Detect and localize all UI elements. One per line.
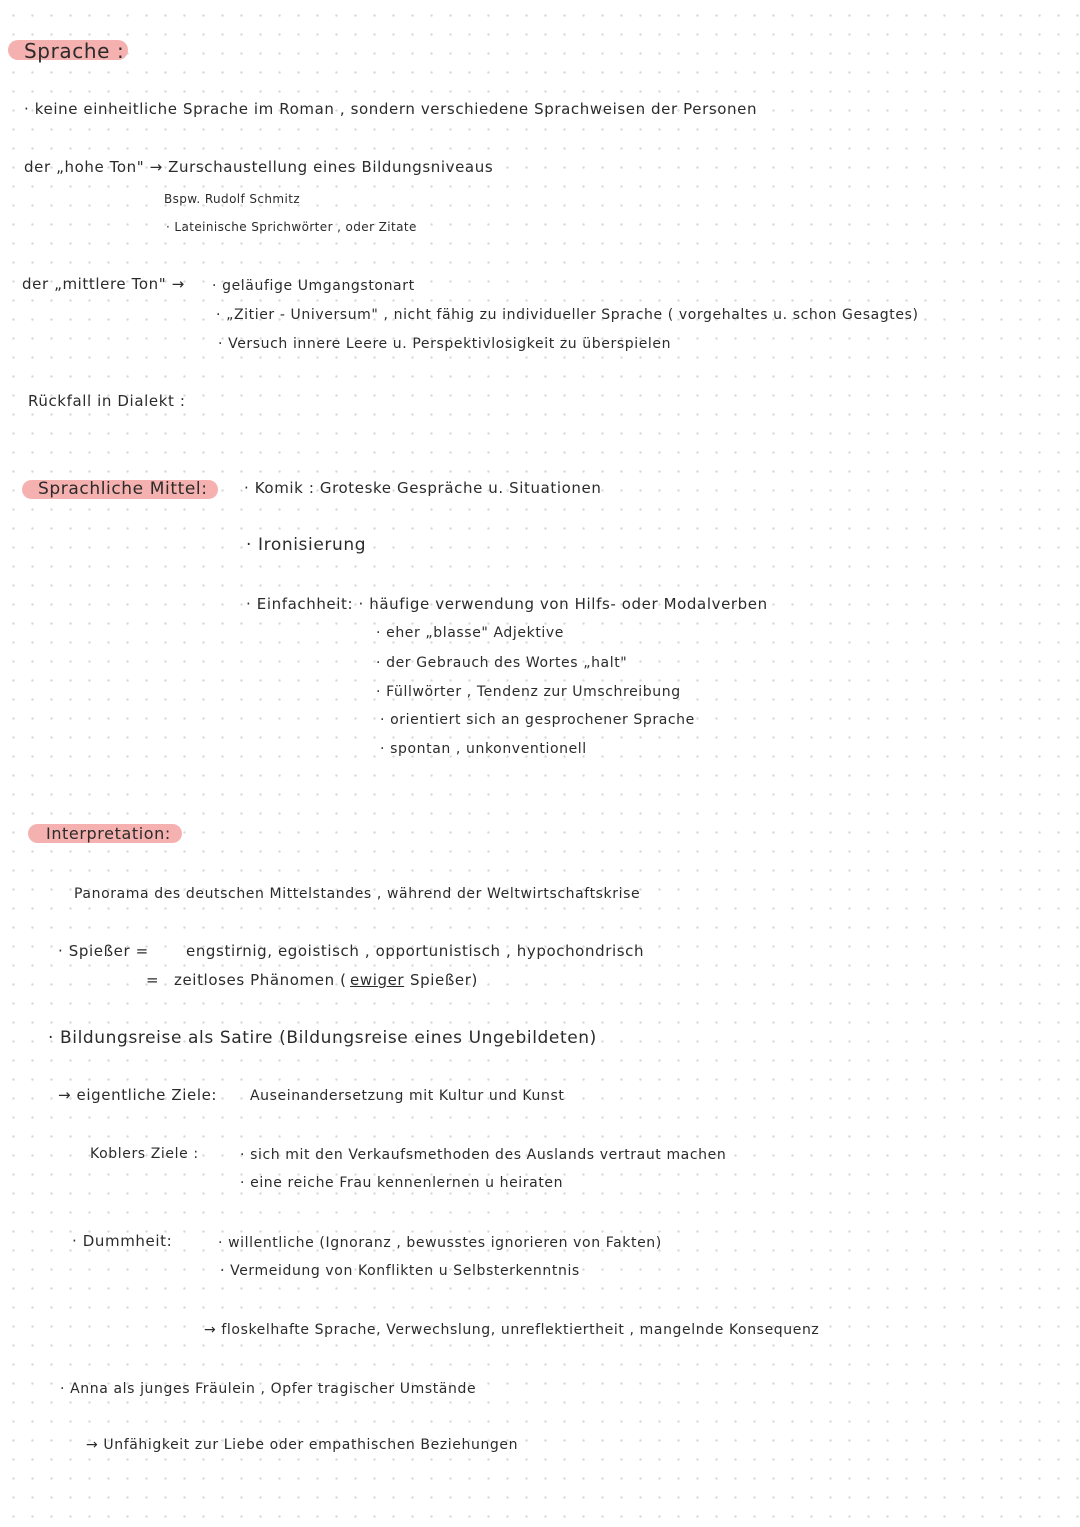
heading-sprachliche-mittel: Sprachliche Mittel: (38, 479, 208, 499)
note-line: · Anna als junges Fräulein , Opfer tragischer Umstände (60, 1381, 477, 1397)
note-line: → Unfähigkeit zur Liebe oder empathischen Beziehungen (86, 1437, 519, 1453)
note-line: · Ironisierung (246, 535, 367, 555)
note-line: der „mittlere Ton" → (22, 275, 185, 293)
note-line: der „hohe Ton" → Zurschaustellung eines Bildungsniveaus (24, 158, 494, 176)
note-line: Spießer) (410, 971, 478, 989)
note-line: · willentliche (Ignoranz , bewusstes ignorieren von Fakten) (218, 1235, 662, 1251)
note-line: · Dummheit: (72, 1232, 173, 1250)
note-line: · Füllwörter , Tendenz zur Umschreibung (376, 684, 681, 700)
note-line: Koblers Ziele : (90, 1146, 199, 1162)
note-line: · spontan , unkonventionell (380, 741, 587, 757)
note-line: · eine reiche Frau kennenlernen u heiraten (240, 1175, 564, 1191)
note-line: · orientiert sich an gesprochener Sprache (380, 712, 695, 728)
note-line: zeitloses Phänomen ( (174, 971, 347, 989)
note-line: Panorama des deutschen Mittelstandes , während der Weltwirtschaftskrise (74, 886, 641, 902)
note-line: · Komik : Groteske Gespräche u. Situationen (244, 479, 602, 497)
note-line: · eher „blasse" Adjektive (376, 625, 565, 641)
note-line: Auseinandersetzung mit Kultur und Kunst (250, 1088, 565, 1104)
note-line: · „Zitier - Universum" , nicht fähig zu individueller Sprache ( vorgehaltes u. schon Gesagtes) (216, 307, 919, 323)
note-line: · Vermeidung von Konflikten u Selbsterkenntnis (220, 1263, 580, 1279)
note-line: → eigentliche Ziele: (58, 1086, 218, 1104)
note-line: engstirnig, egoistisch , opportunistisch , hypochondrisch (186, 942, 645, 960)
note-line: = (146, 971, 160, 989)
note-line: · sich mit den Verkaufsmethoden des Auslands vertraut machen (240, 1147, 727, 1163)
note-line: · Bildungsreise als Satire (Bildungsreise eines Ungebildeten) (48, 1028, 597, 1048)
note-line: · keine einheitliche Sprache im Roman , sondern verschiedene Sprachweisen der Personen (24, 100, 758, 118)
note-line: · Versuch innere Leere u. Perspektivlosigkeit zu überspielen (218, 336, 672, 352)
heading-interpretation: Interpretation: (46, 824, 171, 843)
note-line: · geläufige Umgangstonart (212, 278, 415, 294)
heading-sprache: Sprache : (24, 39, 125, 63)
note-line: · der Gebrauch des Wortes „halt" (376, 655, 628, 671)
note-line: · Einfachheit: · häufige verwendung von Hilfs- oder Modalverben (246, 595, 768, 613)
note-line-underlined: ewiger (350, 971, 405, 989)
note-line: Rückfall in Dialekt : (28, 392, 186, 410)
note-line: → floskelhafte Sprache, Verwechslung, unreflektiertheit , mangelnde Konsequenz (204, 1322, 820, 1338)
note-line: · Spießer = (58, 942, 149, 960)
note-line: Bspw. Rudolf Schmitz (164, 192, 301, 206)
note-line: · Lateinische Sprichwörter , oder Zitate (166, 220, 417, 234)
